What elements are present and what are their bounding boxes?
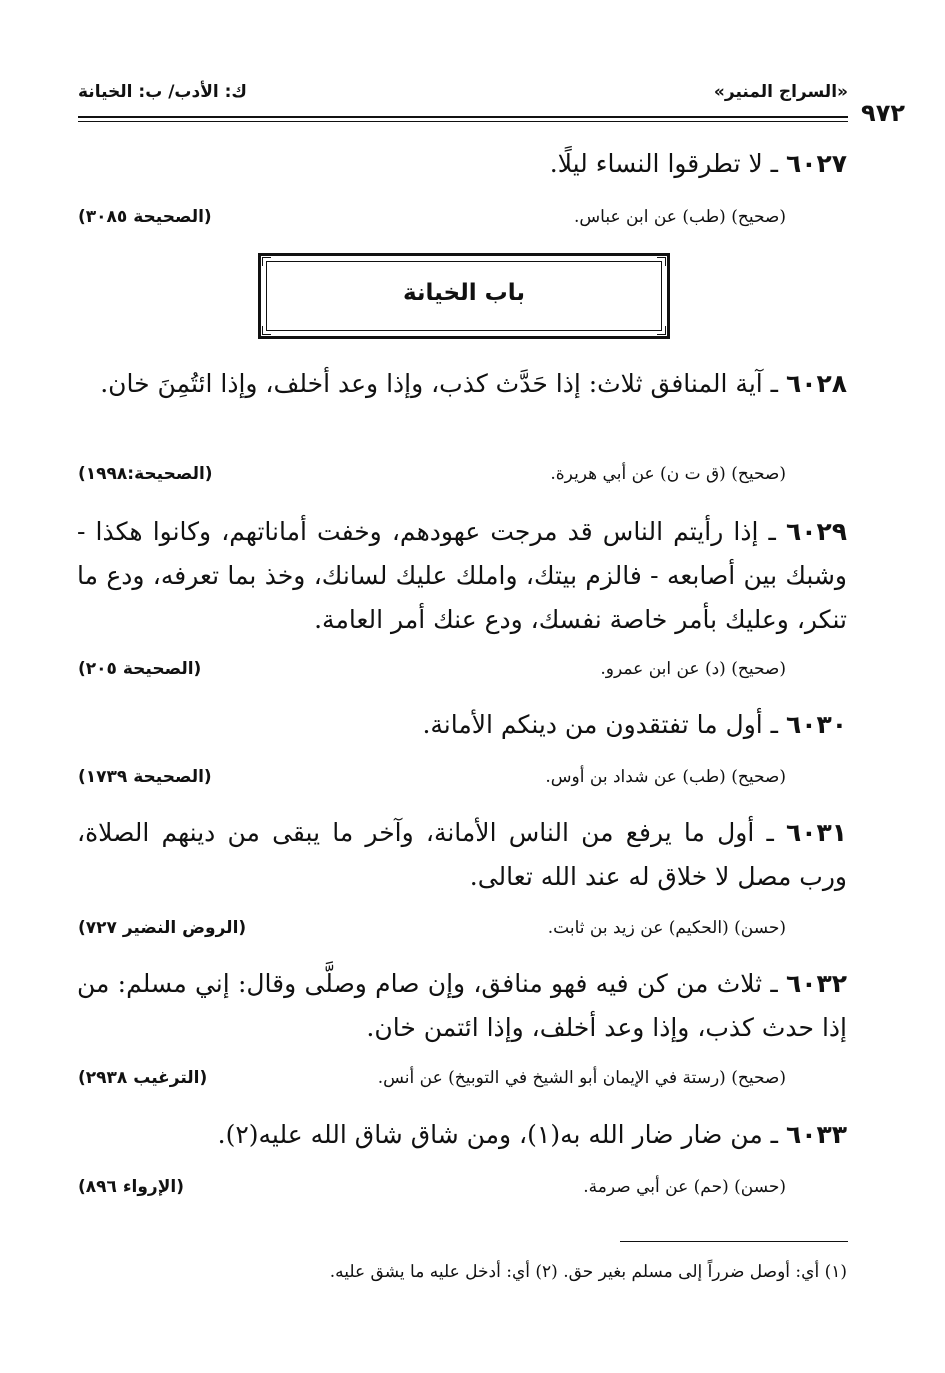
hadith-number: ٦٠٣٠ <box>785 710 847 739</box>
hadith-text: أول ما يرفع من الناس الأمانة، وآخر ما يبقى من دينهم الصلاة، ورب مصل لا خلاق له عند الله تعالى. <box>77 818 847 891</box>
frame-corner <box>262 257 271 266</box>
hadith-text: آية المنافق ثلاث: إذا حَدَّث كذب، وإذا وعد أخلف، وإذا ائتُمِنَ خان. <box>100 369 763 398</box>
hadith-grade: (الروض النضير ٧٢٧) <box>78 918 247 938</box>
hadith-entry: ٦٠٢٩ ـ إذا رأيتم الناس قد مرجت عهودهم، وخفت أماناتهم، وكانوا هكذا - وشبك بين أصابعه - فالزم بيتك، واملك عليك لسانك، وخذ بما تعرفه، ودع ما تنكر، وعليك بأمر خاصة نفسك، ودع عنك أمر العامة. <box>77 517 848 634</box>
hadith-reference: (صحيح) (رستة في الإيمان أبو الشيخ في التوبيخ) عن أنس. <box>377 1068 786 1088</box>
hadith-number: ٦٠٣٣ <box>785 1120 847 1149</box>
hadith-entry: ٦٠٣١ ـ أول ما يرفع من الناس الأمانة، وآخر ما يبقى من دينهم الصلاة، ورب مصل لا خلاق له عند الله تعالى. <box>77 818 847 891</box>
hadith-number: ٦٠٣١ <box>785 818 847 847</box>
chapter-heading-box <box>258 253 670 339</box>
hadith-source <box>78 1068 786 1098</box>
hadith-grade: (الترغيب ٢٩٣٨) <box>78 1068 208 1088</box>
frame-corner <box>262 326 271 335</box>
hadith-reference: (صحيح) (ق ت ن) عن أبي هريرة. <box>550 464 786 484</box>
book-title: «السراج المنير» <box>713 82 848 102</box>
hadith-reference: (صحيح) (د) عن ابن عمرو. <box>600 659 786 679</box>
hadith-text: ثلاث من كن فيه فهو منافق، وإن صام وصلَّى وقال: إني مسلم: من إذا حدث كذب، وإذا وعد أخلف، وإذا ائتمن خان. <box>77 969 847 1042</box>
hadith-entry: ٦٠٣٠ ـ أول ما تفتقدون من دينكم الأمانة. <box>422 710 847 739</box>
chapter-title: باب الخيانة <box>402 280 526 306</box>
header-rule-thin <box>78 121 848 122</box>
frame-corner <box>657 257 666 266</box>
running-header <box>78 82 848 110</box>
hadith-text: إذا رأيتم الناس قد مرجت عهودهم، وخفت أماناتهم، وكانوا هكذا - وشبك بين أصابعه - فالزم بيتك، واملك عليك لسانك، وخذ بما تعرفه، ودع ما تنكر، وعليك بأمر خاصة نفسك، ودع عنك أمر العامة. <box>77 517 847 634</box>
hadith-grade: (الإرواء ٨٩٦) <box>78 1177 184 1197</box>
hadith-entry: ٦٠٣٣ ـ من ضار ضار الله به(١)، ومن شاق شاق الله عليه(٢). <box>217 1120 847 1149</box>
hadith-text: أول ما تفتقدون من دينكم الأمانة. <box>422 710 763 739</box>
header-rule <box>78 116 848 118</box>
hadith-grade: (الصحيحة ٣٠٨٥) <box>78 207 212 227</box>
hadith-entry: ٦٠٢٨ ـ آية المنافق ثلاث: إذا حَدَّث كذب، وإذا وعد أخلف، وإذا ائتُمِنَ خان. <box>100 369 847 398</box>
hadith-reference: (صحيح) (طب) عن ابن عباس. <box>574 207 786 227</box>
hadith-source <box>78 767 786 797</box>
hadith-reference: (حسن) (الحكيم) عن زيد بن ثابت. <box>547 918 786 938</box>
hadith-reference: (صحيح) (طب) عن شداد بن أوس. <box>545 767 786 787</box>
hadith-entry: ٦٠٣٢ ـ ثلاث من كن فيه فهو منافق، وإن صام وصلَّى وقال: إني مسلم: من إذا حدث كذب، وإذا وعد أخلف، وإذا ائتمن خان. <box>77 969 847 1042</box>
hadith-source <box>78 207 786 237</box>
hadith-source <box>78 918 786 948</box>
section-title: ك: الأدب/ ب: الخيانة <box>78 82 247 102</box>
hadith-entry: ٦٠٢٧ ـ لا تطرقوا النساء ليلًا. <box>549 149 847 178</box>
hadith-source <box>78 464 786 494</box>
hadith-reference: (حسن) (حم) عن أبي صرمة. <box>583 1177 786 1197</box>
hadith-number: ٦٠٢٧ <box>785 149 847 178</box>
hadith-number: ٦٠٢٨ <box>785 369 847 398</box>
hadith-number: ٦٠٣٢ <box>785 969 847 998</box>
page-number: ٩٧٢ <box>861 99 905 127</box>
frame-corner <box>657 326 666 335</box>
hadith-source <box>78 659 786 689</box>
hadith-grade: (الصحيحة ٢٠٥) <box>78 659 202 679</box>
hadith-source <box>78 1177 786 1207</box>
hadith-text: لا تطرقوا النساء ليلًا. <box>549 149 763 178</box>
footnotes: (١) أي: أوصل ضرراً إلى مسلم بغير حق. (٢) أي: أدخل عليه ما يشق عليه. <box>329 1262 847 1282</box>
hadith-text: من ضار ضار الله به(١)، ومن شاق شاق الله عليه(٢). <box>217 1120 763 1149</box>
hadith-grade: (الصحيحة:١٩٩٨) <box>78 464 213 484</box>
hadith-number: ٦٠٢٩ <box>785 517 848 546</box>
footnote-rule <box>620 1241 848 1242</box>
hadith-grade: (الصحيحة ١٧٣٩) <box>78 767 212 787</box>
